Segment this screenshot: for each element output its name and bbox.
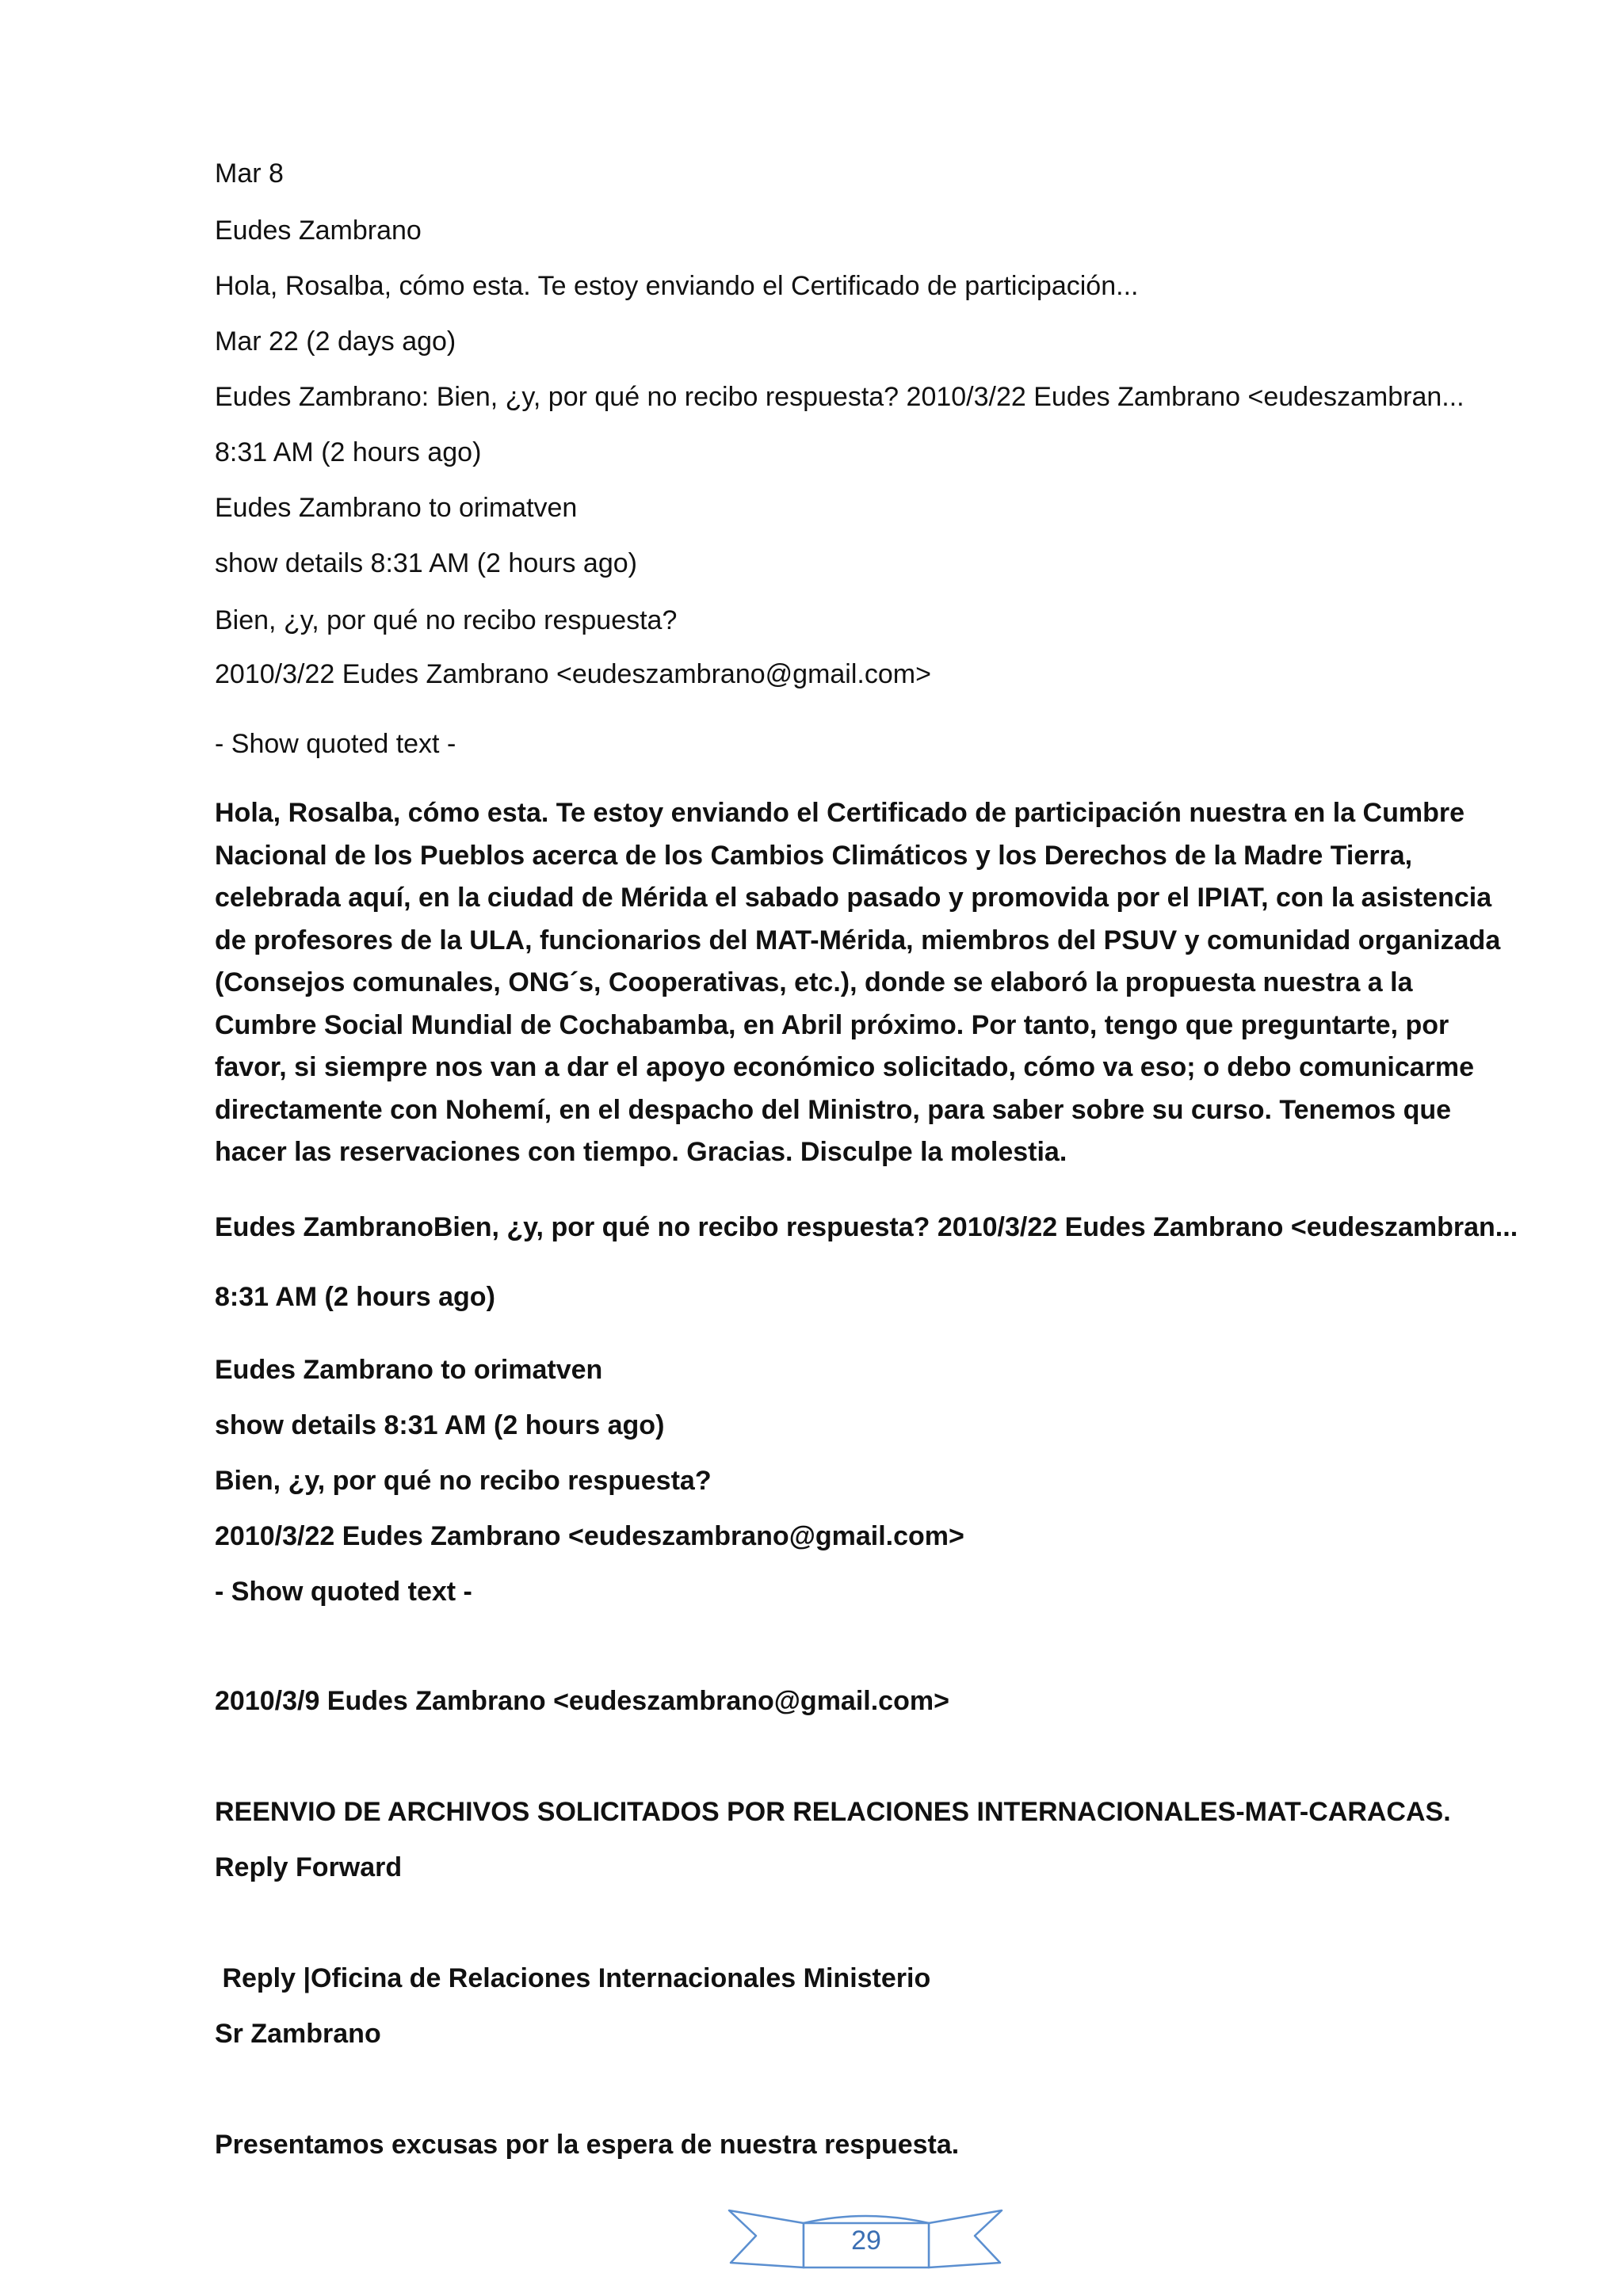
page-number-ribbon bbox=[723, 2204, 1008, 2275]
page-number: 29 bbox=[851, 2225, 881, 2256]
apology-line: Presentamos excusas por la espera de nuestra respuesta. bbox=[215, 2130, 960, 2160]
email-quote-header-line: 2010/3/9 Eudes Zambrano <eudeszambrano@gmail.com> bbox=[215, 1686, 949, 1716]
email-sender-line: Eudes Zambrano bbox=[215, 215, 422, 246]
reply-forward-line: Reply Forward bbox=[215, 1852, 403, 1882]
show-quoted-text-line: - Show quoted text - bbox=[215, 729, 456, 759]
email-date-line: Mar 8 bbox=[215, 158, 284, 189]
reply-office-line: Reply |Oficina de Relaciones Internacionales Ministerio bbox=[215, 1963, 931, 1993]
email-quote-header-line: 2010/3/22 Eudes Zambrano <eudeszambrano@gmail.com> bbox=[215, 1521, 964, 1551]
email-snippet-line: Hola, Rosalba, cómo esta. Te estoy enviando el Certificado de participación... bbox=[215, 271, 1139, 301]
email-recipient-line: Eudes Zambrano to orimatven bbox=[215, 1355, 603, 1385]
email-quote-header-line: 2010/3/22 Eudes Zambrano <eudeszambrano@gmail.com> bbox=[215, 659, 931, 689]
email-time-line: 8:31 AM (2 hours ago) bbox=[215, 1282, 495, 1312]
email-subject-line: REENVIO DE ARCHIVOS SOLICITADOS POR RELACIONES INTERNACIONALES-MAT-CARACAS. bbox=[215, 1797, 1451, 1827]
email-snippet-line: Eudes Zambrano: Bien, ¿y, por qué no recibo respuesta? 2010/3/22 Eudes Zambrano <eudeszambran... bbox=[215, 382, 1465, 412]
email-details-line: show details 8:31 AM (2 hours ago) bbox=[215, 548, 637, 578]
email-body-line: Bien, ¿y, por qué no recibo respuesta? bbox=[215, 1466, 712, 1496]
email-snippet-line: Eudes ZambranoBien, ¿y, por qué no recibo respuesta? 2010/3/22 Eudes Zambrano <eudeszambran... bbox=[215, 1212, 1518, 1242]
email-recipient-line: Eudes Zambrano to orimatven bbox=[215, 493, 578, 523]
email-time-line: 8:31 AM (2 hours ago) bbox=[215, 437, 482, 467]
email-body-line: Bien, ¿y, por qué no recibo respuesta? bbox=[215, 605, 678, 635]
salutation-line: Sr Zambrano bbox=[215, 2019, 381, 2049]
email-date-line: Mar 22 (2 days ago) bbox=[215, 326, 456, 357]
email-message-paragraph: Hola, Rosalba, cómo esta. Te estoy enviando el Certificado de participación nuestra en la Cumbre Nacional de los Pueblos acerca de los Cambios Climáticos y los Derechos de la Madre Tierra, celebrada aquí, en la ciudad de Mérida el sabado pasado y promovida por el IPIAT, con la asistencia de profesores de la ULA, funcionarios del MAT-Mérida, miembros del PSUV y comunidad organizada (Consejos comunales, ONG´s, Cooperativas, etc.), donde se elaboró la propuesta nuestra a la Cumbre Social Mundial de Cochabamba, en Abril próximo. Por tanto, tengo que preguntarte, por favor, si siempre nos van a dar el apoyo económico solicitado, cómo va eso; o debo comunicarme directamente con Nohemí, en el despacho del Ministro, para saber sobre su curso. Tenemos que hacer las reservaciones con tiempo. Gracias. Disculpe la molestia. bbox=[215, 798, 1501, 1167]
email-details-line: show details 8:31 AM (2 hours ago) bbox=[215, 1410, 665, 1440]
show-quoted-text-line: - Show quoted text - bbox=[215, 1577, 472, 1607]
